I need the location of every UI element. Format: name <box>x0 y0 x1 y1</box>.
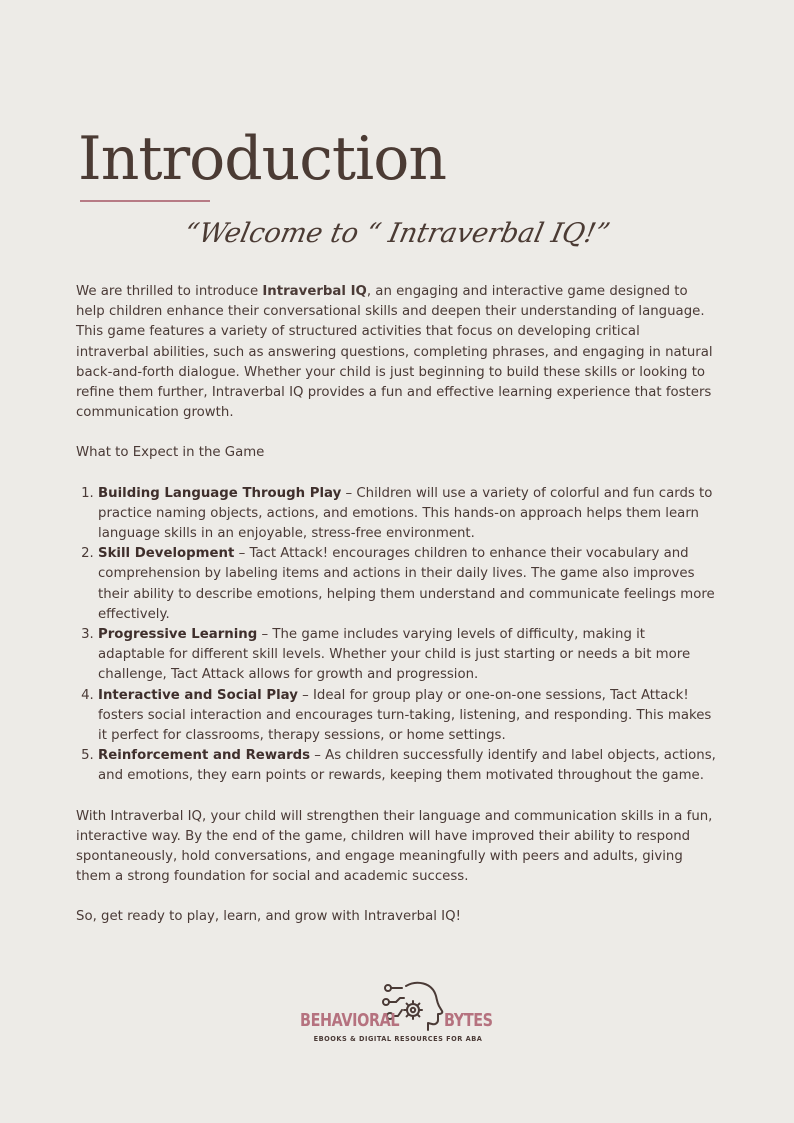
intro-paragraph <box>76 282 716 423</box>
list-item <box>98 484 716 545</box>
feature-title: Reinforcement and Rewards <box>98 748 311 764</box>
logo-word-behavioral: BEHAVIORAL <box>300 1010 400 1031</box>
feature-title: Skill Development <box>98 546 235 562</box>
feature-text: – Children will use a variety of colorful and fun cards to practice naming objects, actions, and emotions. This hands-on approach helps them learn language skills in an enjoyable, stress-free environment. <box>98 485 713 542</box>
intro-text-start: We are thrilled to introduce <box>76 284 263 299</box>
section-heading: What to Expect in the Game <box>76 445 265 461</box>
intro-product-name: Intraverbal IQ <box>262 284 367 299</box>
brand-logo <box>298 978 498 1048</box>
feature-text: – As children successfully identify and label objects, actions, and emotions, they earn points or rewards, keeping them motivated throughout the game. <box>98 748 716 784</box>
sign-off: So, get ready to play, learn, and grow with Intraverbal IQ! <box>76 909 461 925</box>
feature-text: – Tact Attack! encourages children to enhance their vocabulary and comprehension by labeling items and actions in their daily lives. The game also improves their ability to describe emotions, helping them understand and communicate feelings more effectively. <box>98 546 715 622</box>
feature-text: – Ideal for group play or one-on-one sessions, Tact Attack! fosters social interaction and encourages turn-taking, listening, and responding. This makes it perfect for classrooms, therapy sessions, or home settings. <box>98 687 712 744</box>
list-item <box>98 625 716 686</box>
feature-title: Progressive Learning <box>98 627 258 643</box>
feature-list <box>76 484 716 787</box>
intro-text-rest: , an engaging and interactive game designed to help children enhance their conversational skills and deepen their understanding of language. This game features a variety of structured activities that focus on developing critical intraverbal abilities, such as answering questions, completing phrases, and engaging in natural back-and-forth dialogue. Whether your child is just beginning to build these skills or looking to refine them further, Intraverbal IQ provides a fun and effective learning experience that fosters communication growth. <box>76 284 713 421</box>
feature-title: Interactive and Social Play <box>98 687 298 703</box>
logo-word-bytes: BYTES <box>444 1010 493 1031</box>
list-item <box>98 544 716 625</box>
title-underline <box>80 200 210 202</box>
page-subtitle: “Welcome to “ Intraverbal IQ!” <box>181 218 613 249</box>
list-item <box>98 746 716 786</box>
list-item <box>98 686 716 747</box>
feature-text: – The game includes varying levels of difficulty, making it adaptable for different skill levels. Whether your child is just starting or needs a bit more challenge, Tact Attack allows for growth and progression. <box>98 627 691 683</box>
main-content <box>76 282 716 928</box>
closing-paragraph: With Intraverbal IQ, your child will strengthen their language and communication skills in a fun, interactive way. By the end of the game, children will have improved their ability to respond spontaneously, hold conversations, and engage meaningfully with peers and adults, giving them a strong foundation for social and academic success. <box>76 808 713 885</box>
logo-tagline: EBOOKS & DIGITAL RESOURCES FOR ABA <box>313 1035 483 1043</box>
feature-title: Building Language Through Play <box>98 485 342 501</box>
page-title: Introduction <box>78 124 446 194</box>
